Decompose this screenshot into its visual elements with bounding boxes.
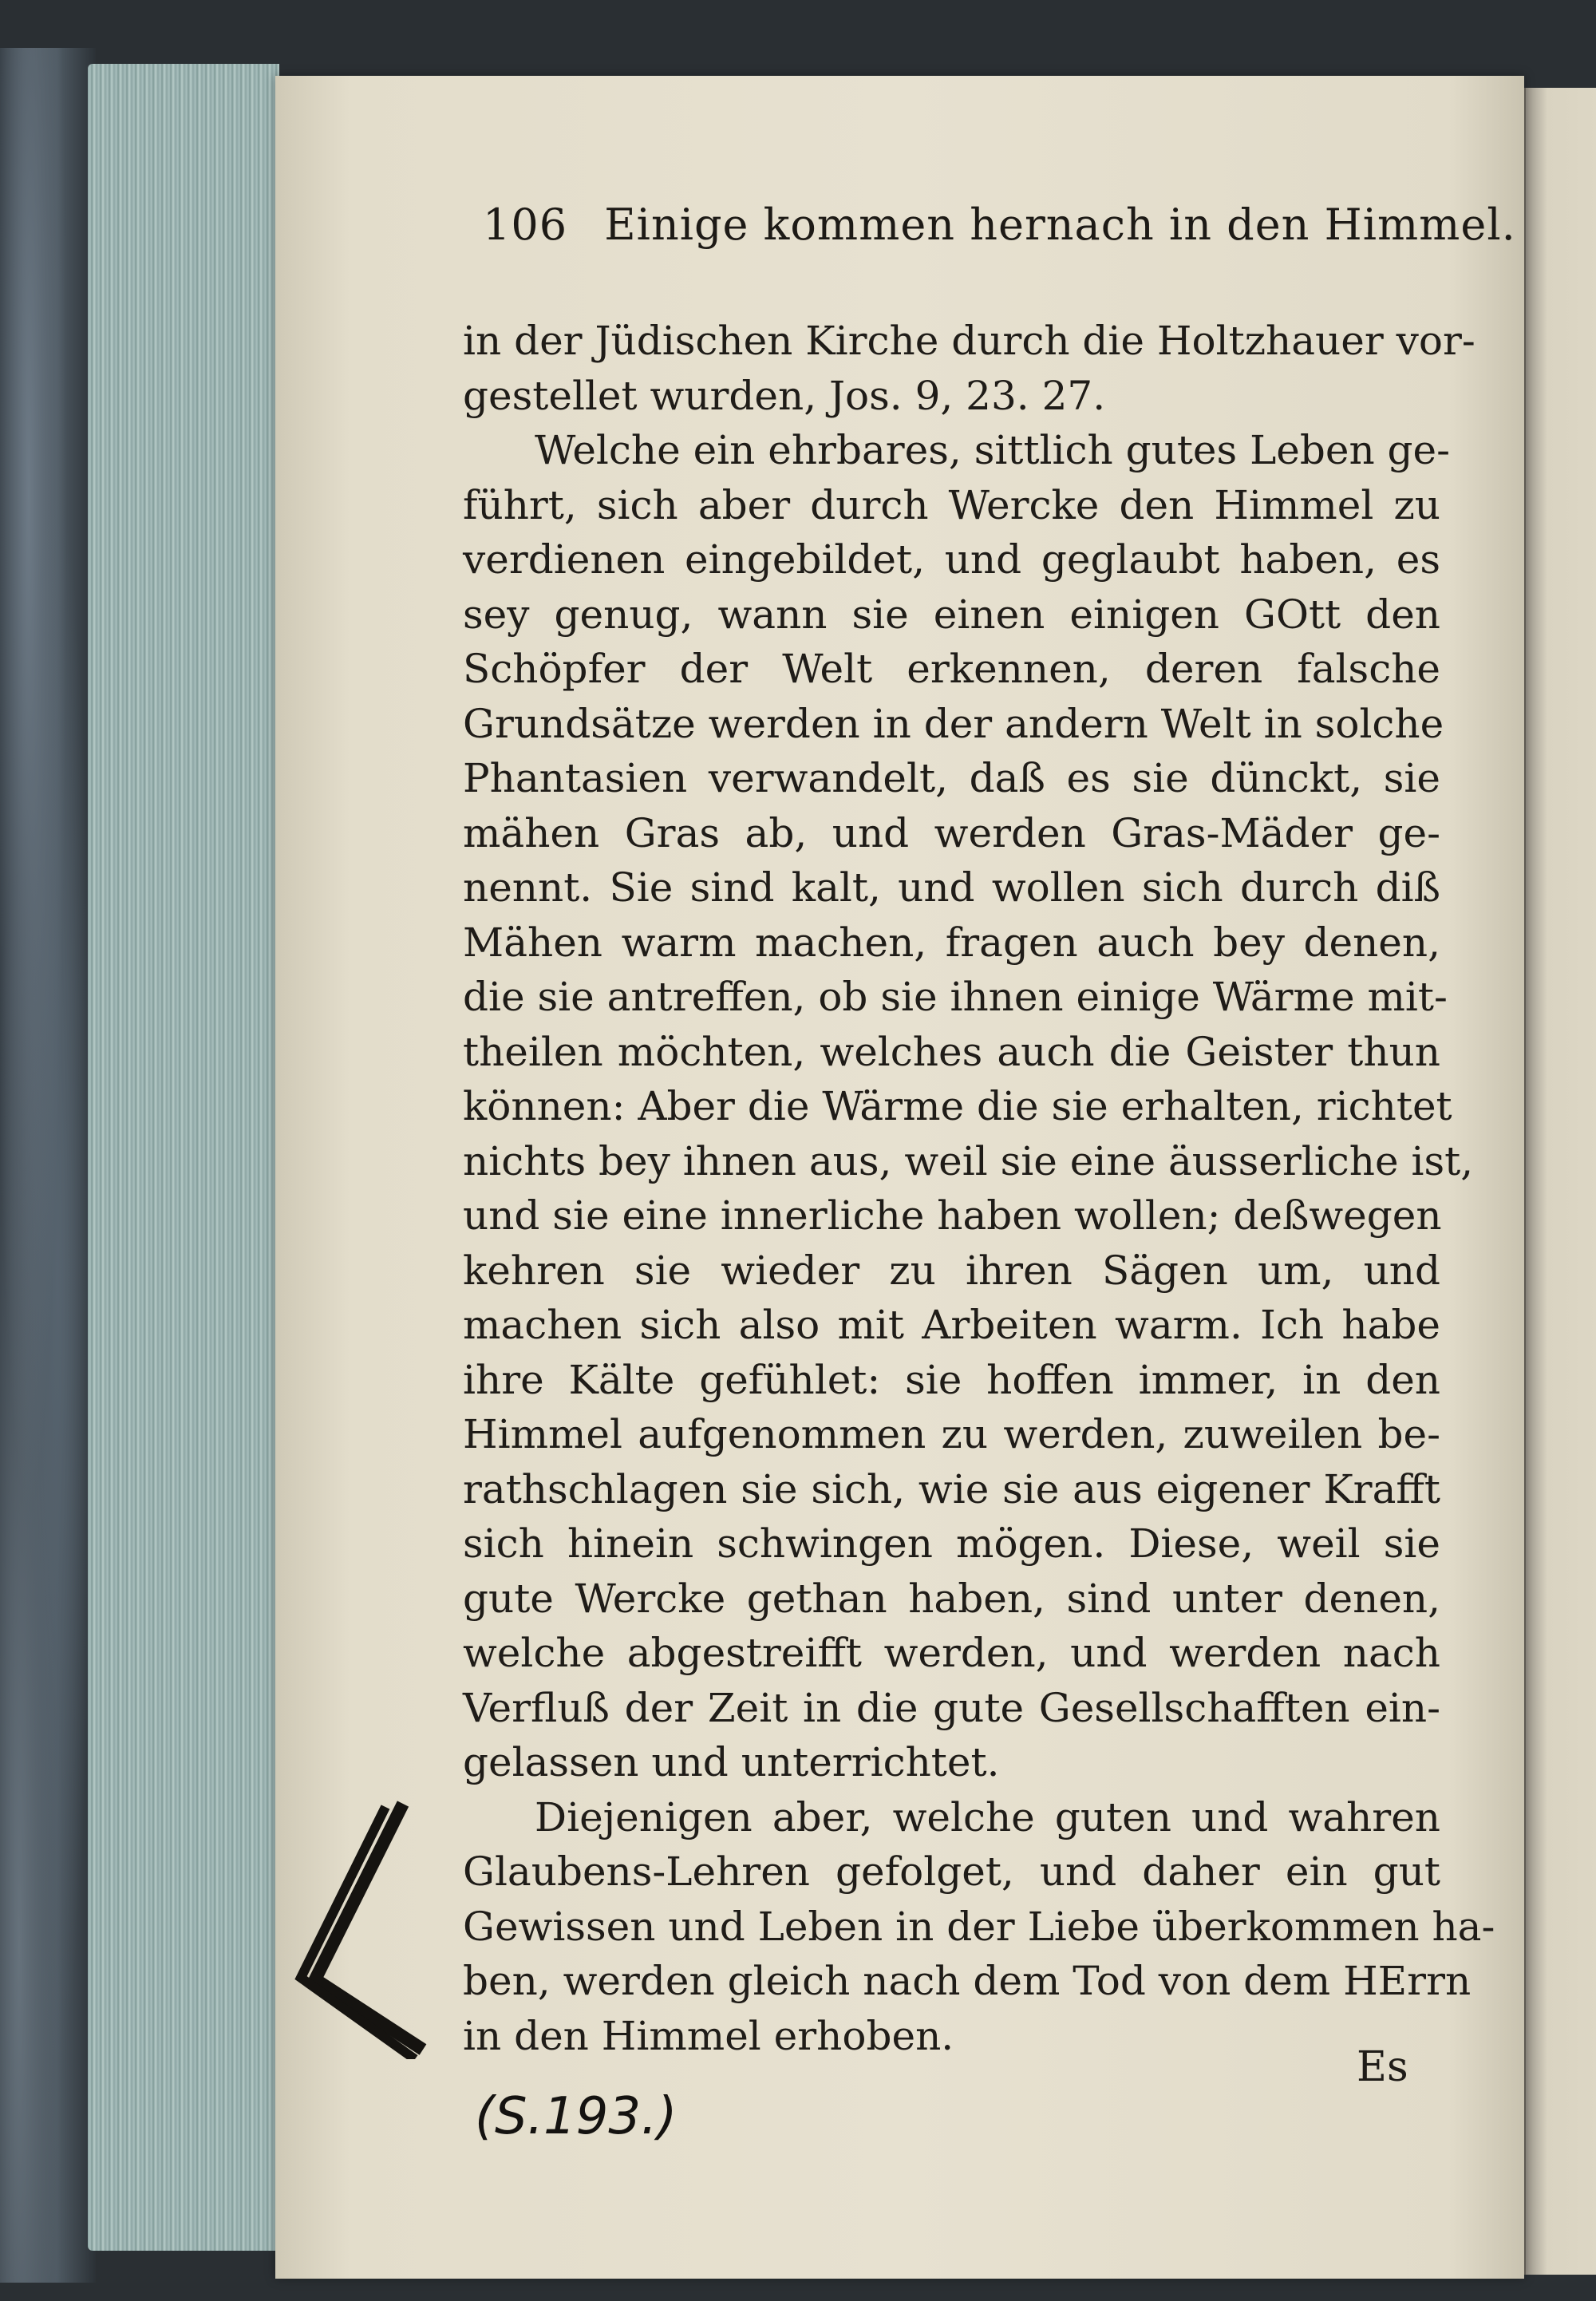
- text-line: Glaubens-Lehren gefolget, und daher ein gut: [463, 1848, 1440, 1895]
- text-line: Grundsätze werden in der andern Welt in solche: [463, 700, 1444, 747]
- text-line: mähen Gras ab, und werden Gras-Mäder ge-: [463, 809, 1440, 856]
- text-line: in den Himmel erhoben.: [463, 2012, 954, 2059]
- text-line: sey genug, wann sie einen einigen GOtt den: [463, 591, 1440, 638]
- page-number: 106: [483, 200, 568, 250]
- text-line: sich hinein schwingen mögen. Diese, weil sie: [463, 1520, 1440, 1567]
- text-line: Himmel aufgenommen zu werden, zuweilen be-: [463, 1411, 1440, 1457]
- text-line: in der Jüdischen Kirche durch die Holtzhauer vor-: [463, 318, 1476, 364]
- text-line: rathschlagen sie sich, wie sie aus eigener Krafft: [463, 1465, 1440, 1512]
- text-line: Gewissen und Leben in der Liebe überkommen ha-: [463, 1903, 1495, 1950]
- text-line: gestellet wurden, Jos. 9, 23. 27.: [463, 372, 1106, 419]
- text-line: Mähen warm machen, fragen auch bey denen,: [463, 919, 1440, 966]
- handwritten-page-reference: (S.193.): [475, 2087, 678, 2146]
- book-cover: [0, 48, 96, 2283]
- next-page-edge: [1524, 88, 1596, 2275]
- page-edges: [88, 64, 279, 2251]
- text-line: verdienen eingebildet, und geglaubt haben, es: [463, 536, 1440, 583]
- text-line: Welche ein ehrbares, sittlich gutes Leben ge-: [535, 427, 1451, 473]
- text-line: gute Wercke gethan haben, sind unter denen,: [463, 1575, 1440, 1622]
- text-line: können: Aber die Wärme die sie erhalten, richtet: [463, 1083, 1452, 1129]
- running-title: Einige kommen hernach in den Himmel.: [604, 200, 1516, 250]
- catchword: Es: [1357, 2043, 1408, 2091]
- text-line: machen sich also mit Arbeiten warm. Ich habe: [463, 1302, 1440, 1348]
- text-line: und sie eine innerliche haben wollen; deßwegen: [463, 1192, 1442, 1239]
- text-line: Schöpfer der Welt erkennen, deren falsche: [463, 646, 1440, 692]
- text-line: theilen möchten, welches auch die Geister thun: [463, 1028, 1440, 1075]
- text-line: Diejenigen aber, welche guten und wahren: [535, 1793, 1440, 1840]
- running-header: [483, 200, 1516, 250]
- text-line: nichts bey ihnen aus, weil sie eine äusserliche ist,: [463, 1137, 1474, 1184]
- body-text: [463, 314, 1495, 2063]
- text-line: ihre Kälte gefühlet: sie hoffen immer, in den: [463, 1356, 1440, 1403]
- marginal-pen-mark: [283, 1796, 427, 2059]
- text-line: gelassen und unterrichtet.: [463, 1739, 1000, 1785]
- text-line: ben, werden gleich nach dem Tod von dem HErrn: [463, 1958, 1472, 2004]
- text-line: kehren sie wieder zu ihren Sägen um, und: [463, 1247, 1440, 1294]
- text-line: welche abgestreifft werden, und werden nach: [463, 1630, 1440, 1676]
- text-line: Phantasien verwandelt, daß es sie dünckt, sie: [463, 755, 1440, 801]
- text-line: führt, sich aber durch Wercke den Himmel zu: [463, 481, 1440, 528]
- text-line: die sie antreffen, ob sie ihnen einige Wärme mit-: [463, 974, 1448, 1020]
- text-line: nennt. Sie sind kalt, und wollen sich durch diß: [463, 864, 1440, 911]
- text-line: Verfluß der Zeit in die gute Gesellschafften ein-: [463, 1684, 1440, 1731]
